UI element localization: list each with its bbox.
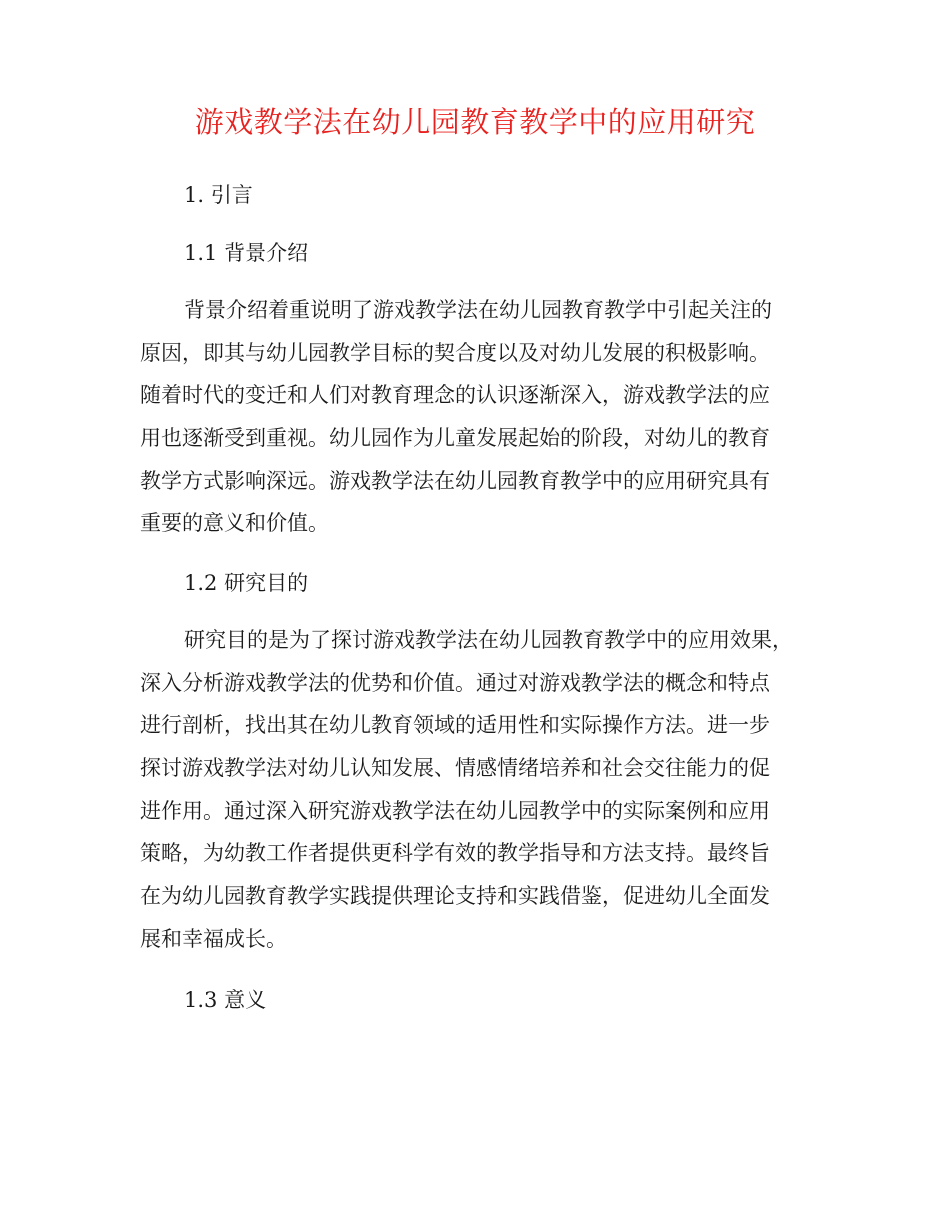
section-heading-1-3: 1.3 意义: [184, 988, 267, 1012]
paragraph-line: 展和幸福成长。: [140, 926, 287, 951]
paragraph-line: 原因，即其与幼儿园教学目标的契合度以及对幼儿发展的积极影响。: [140, 340, 770, 365]
paragraph-line: 用也逐渐受到重视。幼儿园作为儿童发展起始的阶段，对幼儿的教育: [140, 426, 770, 451]
paragraph-line: 随着时代的变迁和人们对教育理念的认识逐渐深入，游戏教学法的应: [140, 383, 770, 408]
paragraph-line: 深入分析游戏教学法的优势和价值。通过对游戏教学法的概念和特点: [140, 670, 770, 695]
paragraph-line: 教学方式影响深远。游戏教学法在幼儿园教育教学中的应用研究具有: [140, 468, 770, 493]
section-heading-1-2: 1.2 研究目的: [184, 571, 309, 595]
paragraph-line: 探讨游戏教学法对幼儿认知发展、情感情绪培养和社会交往能力的促: [140, 756, 770, 781]
paragraph-line: 背景介绍着重说明了游戏教学法在幼儿园教育教学中引起关注的: [184, 298, 772, 322]
paragraph-line: 重要的意义和价值。: [140, 511, 329, 536]
paragraph-line: 进作用。通过深入研究游戏教学法在幼儿园教学中的实际案例和应用: [140, 798, 770, 823]
paragraph-line: 研究目的是为了探讨游戏教学法在幼儿园教育教学中的应用效果，: [184, 628, 793, 652]
section-heading-1-1: 1.1 背景介绍: [184, 241, 309, 265]
paragraph-research-purpose: [140, 619, 840, 961]
paragraph-line: 进行剖析，找出其在幼儿教育领域的适用性和实际操作方法。进一步: [140, 713, 770, 738]
paragraph-line: 在为幼儿园教育教学实践提供理论支持和实践借鉴，促进幼儿全面发: [140, 884, 770, 909]
document-title: 游戏教学法在幼儿园教育教学中的应用研究: [194, 105, 756, 139]
paragraph-background: [140, 289, 840, 545]
section-heading-1: 1. 引言: [184, 183, 253, 207]
paragraph-line: 策略，为幼教工作者提供更科学有效的教学指导和方法支持。最终旨: [140, 841, 770, 866]
